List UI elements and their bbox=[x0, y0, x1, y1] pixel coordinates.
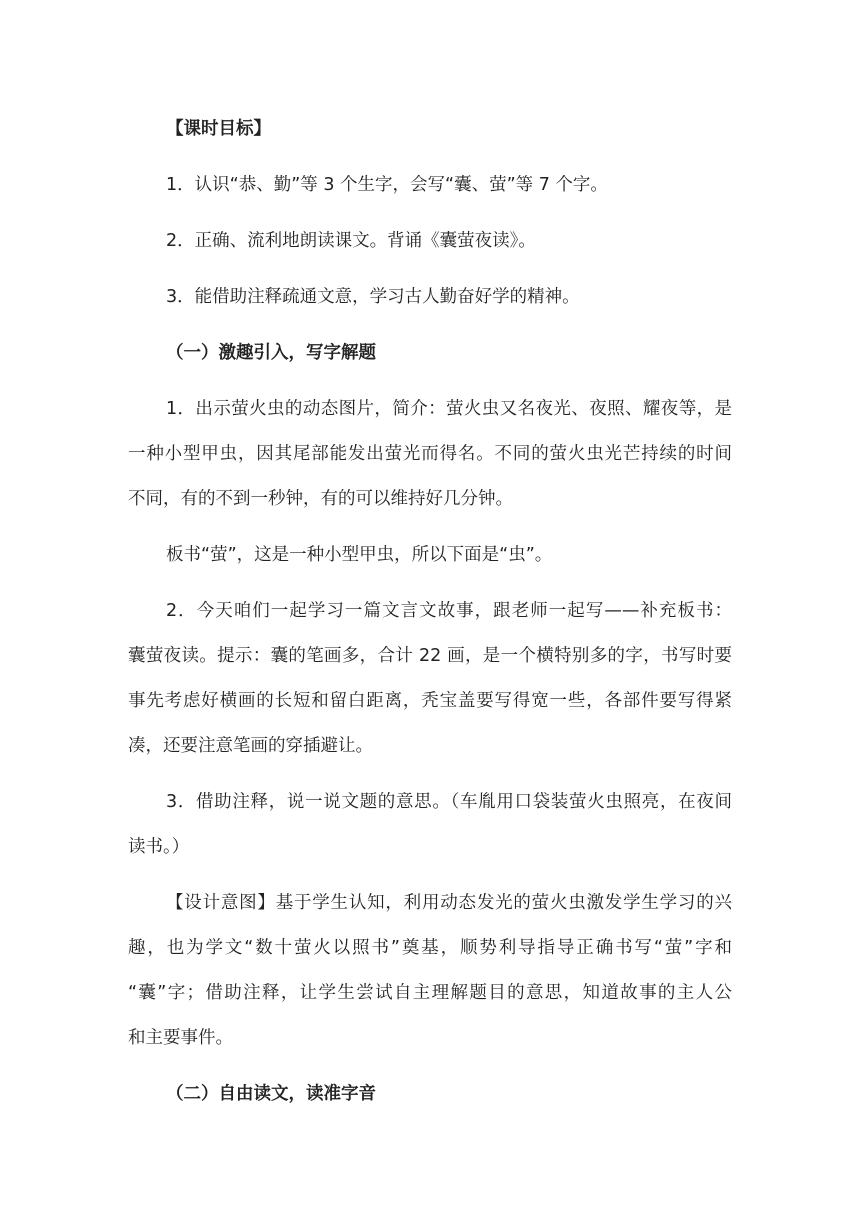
objectives-heading: 【课时目标】 bbox=[166, 119, 271, 139]
para1-line-2: 一种小型甲虫，因其尾部能发出萤光而得名。不同的萤火虫光芒持续的时间 bbox=[128, 444, 732, 464]
para3-line-4: 凑，还要注意笔画的穿插避让。 bbox=[128, 736, 373, 756]
objective-2: 2．正确、流利地朗读课文。背诵《囊萤夜读》。 bbox=[166, 231, 536, 251]
para1-line-3: 不同，有的不到一秒钟，有的可以维持好几分钟。 bbox=[128, 489, 513, 509]
para3-line-1: 2．今天咱们一起学习一篇文言文故事，跟老师一起写——补充板书： bbox=[166, 601, 732, 621]
para2: 板书“萤”，这是一种小型甲虫，所以下面是“虫”。 bbox=[166, 545, 553, 565]
para5-line-4: 和主要事件。 bbox=[128, 1028, 233, 1048]
section-1-heading: （一）激趣引入，写字解题 bbox=[166, 343, 376, 363]
para5-line-1: 【设计意图】基于学生认知，利用动态发光的萤火虫激发学生学习的兴 bbox=[166, 893, 732, 913]
para4-line-2: 读书。） bbox=[128, 837, 190, 857]
para3-line-3: 事先考虑好横画的长短和留白距离，秃宝盖要写得宽一些，各部件要写得紧 bbox=[128, 691, 732, 711]
para1-line-1: 1．出示萤火虫的动态图片，简介：萤火虫又名夜光、夜照、耀夜等，是 bbox=[166, 399, 732, 419]
para5-line-3: “囊”字；借助注释，让学生尝试自主理解题目的意思，知道故事的主人公 bbox=[128, 983, 732, 1003]
para3-line-2: 囊萤夜读。提示：囊的笔画多，合计 22 画，是一个横特别多的字，书写时要 bbox=[128, 646, 732, 666]
para5-line-2: 趣，也为学文“数十萤火以照书”奠基，顺势利导指导正确书写“萤”字和 bbox=[128, 938, 732, 958]
objective-1: 1．认识“恭、勤”等 3 个生字，会写“囊、萤”等 7 个字。 bbox=[166, 175, 608, 195]
para4-line-1: 3．借助注释，说一说文题的意思。（车胤用口袋装萤火虫照亮，在夜间 bbox=[166, 792, 732, 812]
objective-3: 3．能借助注释疏通文意，学习古人勤奋好学的精神。 bbox=[166, 287, 580, 307]
section-2-heading: （二）自由读文，读准字音 bbox=[166, 1084, 376, 1104]
